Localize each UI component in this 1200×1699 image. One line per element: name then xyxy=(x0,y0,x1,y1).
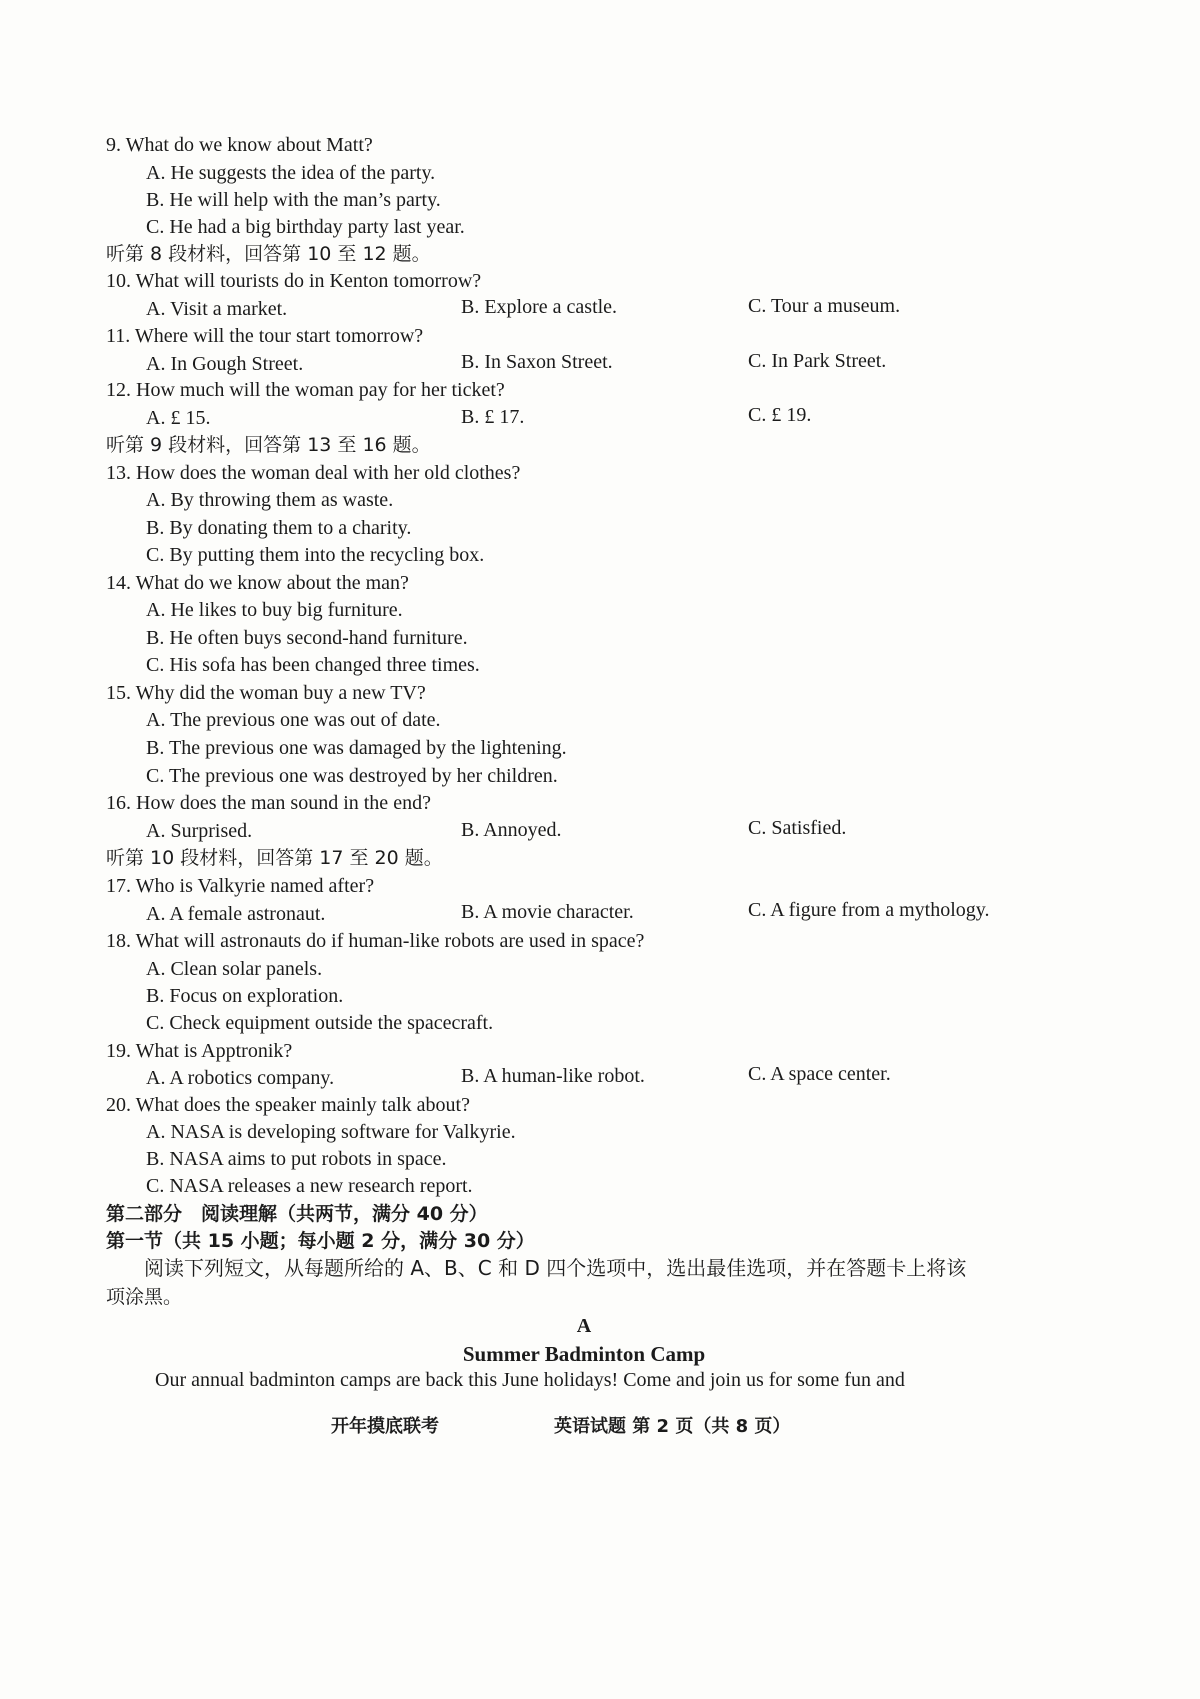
question-18-stem: 18. What will astronauts do if human-like robots are used in space? xyxy=(106,930,645,952)
question-12-option-a: A. £ 15. xyxy=(146,407,211,429)
question-17-option-a: A. A female astronaut. xyxy=(146,903,326,925)
question-13-stem: 13. How does the woman deal with her old clothes? xyxy=(106,462,521,484)
passage-title: Summer Badminton Camp xyxy=(462,1342,706,1366)
question-10-option-c: C. Tour a museum. xyxy=(748,295,901,317)
question-14-option-a: A. He likes to buy big furniture. xyxy=(146,599,403,621)
passage-letter: A xyxy=(576,1315,592,1337)
question-9-stem: 9. What do we know about Matt? xyxy=(106,134,373,156)
question-18-option-a: A. Clean solar panels. xyxy=(146,958,323,980)
question-9-option-b: B. He will help with the man’s party. xyxy=(146,189,441,211)
question-17-option-b: B. A movie character. xyxy=(461,901,634,923)
question-10-option-b: B. Explore a castle. xyxy=(461,296,618,318)
question-15-stem: 15. Why did the woman buy a new TV? xyxy=(106,682,426,704)
question-20-option-b: B. NASA aims to put robots in space. xyxy=(146,1148,447,1170)
question-19-option-c: C. A space center. xyxy=(748,1063,891,1085)
question-19-option-a: A. A robotics company. xyxy=(146,1067,335,1089)
question-17-stem: 17. Who is Valkyrie named after? xyxy=(106,875,375,897)
question-15-option-b: B. The previous one was damaged by the lightening. xyxy=(146,737,567,759)
question-15-option-c: C. The previous one was destroyed by her children. xyxy=(146,765,558,787)
part2-heading: 第二部分 阅读理解（共两节，满分 40 分） xyxy=(106,1203,488,1225)
question-16-option-a: A. Surprised. xyxy=(146,820,253,842)
footer-exam-name: 开年摸底联考 xyxy=(331,1416,439,1437)
question-13-option-b: B. By donating them to a charity. xyxy=(146,517,412,539)
question-13-option-c: C. By putting them into the recycling box. xyxy=(146,544,485,566)
question-14-option-b: B. He often buys second-hand furniture. xyxy=(146,627,468,649)
question-19-option-b: B. A human-like robot. xyxy=(461,1065,645,1087)
section-heading-9: 听第 9 段材料，回答第 13 至 16 题。 xyxy=(106,434,431,456)
question-16-option-c: C. Satisfied. xyxy=(748,817,847,839)
question-14-option-c: C. His sofa has been changed three times. xyxy=(146,654,480,676)
part2-subheading: 第一节（共 15 小题；每小题 2 分，满分 30 分） xyxy=(106,1230,535,1252)
question-20-option-a: A. NASA is developing software for Valkyrie. xyxy=(146,1121,516,1143)
passage-first-line: Our annual badminton camps are back this June holidays! Come and join us for some fun and xyxy=(155,1369,905,1391)
question-9-option-a: A. He suggests the idea of the party. xyxy=(146,162,436,184)
question-17-option-c: C. A figure from a mythology. xyxy=(748,899,990,921)
question-18-option-c: C. Check equipment outside the spacecraft. xyxy=(146,1012,494,1034)
instruction-line-1: 阅读下列短文，从每题所给的 A、B、C 和 D 四个选项中，选出最佳选项，并在答题卡上将该 xyxy=(144,1256,967,1280)
question-11-option-a: A. In Gough Street. xyxy=(146,353,304,375)
section-heading-8: 听第 8 段材料，回答第 10 至 12 题。 xyxy=(106,243,431,265)
question-12-option-b: B. £ 17. xyxy=(461,406,525,428)
question-15-option-a: A. The previous one was out of date. xyxy=(146,709,441,731)
question-11-option-c: C. In Park Street. xyxy=(748,350,887,372)
question-13-option-a: A. By throwing them as waste. xyxy=(146,489,394,511)
question-12-stem: 12. How much will the woman pay for her ticket? xyxy=(106,379,505,401)
footer-page-info: 英语试题 第 2 页（共 8 页） xyxy=(554,1416,791,1437)
question-10-stem: 10. What will tourists do in Kenton tomorrow? xyxy=(106,270,482,292)
question-11-option-b: B. In Saxon Street. xyxy=(461,351,613,373)
question-12-option-c: C. £ 19. xyxy=(748,404,812,426)
question-20-option-c: C. NASA releases a new research report. xyxy=(146,1175,473,1197)
question-18-option-b: B. Focus on exploration. xyxy=(146,985,344,1007)
question-9-option-c: C. He had a big birthday party last year. xyxy=(146,216,465,238)
question-16-option-b: B. Annoyed. xyxy=(461,819,562,841)
section-heading-10: 听第 10 段材料，回答第 17 至 20 题。 xyxy=(106,847,443,869)
question-11-stem: 11. Where will the tour start tomorrow? xyxy=(106,325,424,347)
question-16-stem: 16. How does the man sound in the end? xyxy=(106,792,431,814)
question-14-stem: 14. What do we know about the man? xyxy=(106,572,409,594)
instruction-line-2: 项涂黑。 xyxy=(106,1286,183,1308)
question-19-stem: 19. What is Apptronik? xyxy=(106,1040,293,1062)
question-20-stem: 20. What does the speaker mainly talk about? xyxy=(106,1094,470,1116)
question-10-option-a: A. Visit a market. xyxy=(146,298,288,320)
